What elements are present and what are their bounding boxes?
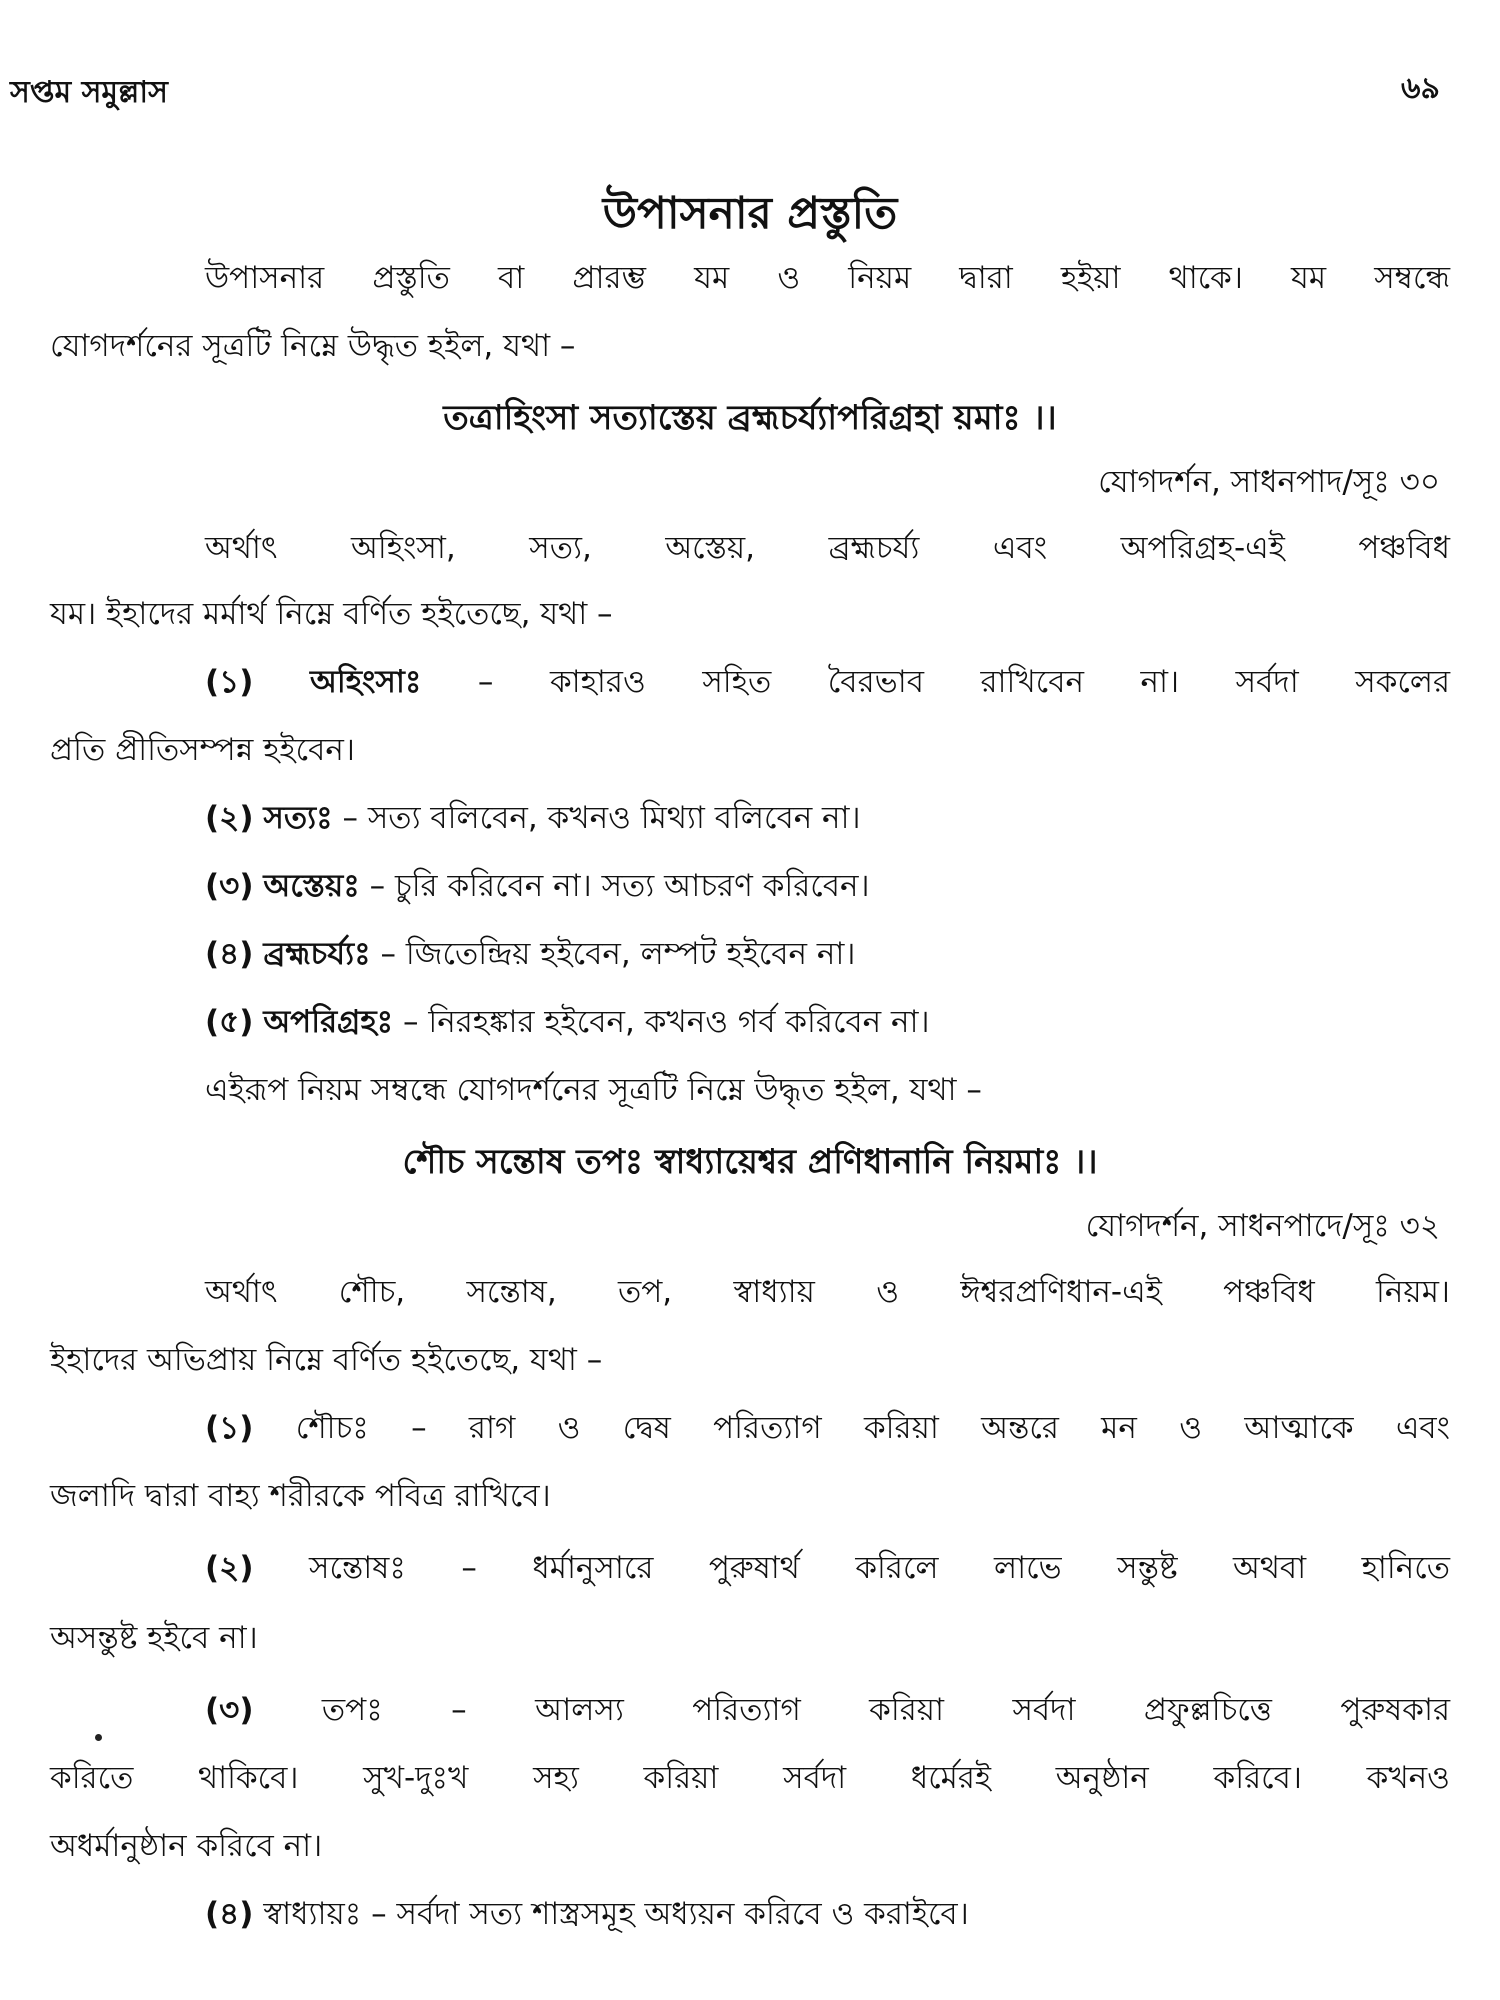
niyama-item-4 bbox=[205, 1890, 1450, 1942]
ink-speck bbox=[95, 1734, 102, 1741]
item-text: – সর্বদা সত্য শাস্ত্রসমূহ অধ্যয়ন করিবে ও করাইবে। bbox=[361, 1896, 969, 1932]
item-term: শৌচঃ bbox=[295, 1410, 369, 1446]
niyama-reference: যোগদর্শন, সাধনপাদে/সূঃ ৩২ bbox=[1085, 1208, 1440, 1244]
niyama-item-3 bbox=[205, 1686, 1450, 1738]
section-title: উপাসনার প্রস্তুতি bbox=[602, 188, 898, 239]
item-text: – রাগ ও দ্বেষ পরিত্যাগ করিয়া অন্তরে মন ও আত্মাকে এবং bbox=[368, 1410, 1450, 1446]
page-number: ৬৯ bbox=[1401, 71, 1440, 106]
item-term: অপরিগ্রহঃ bbox=[263, 1004, 394, 1040]
item-text: – সত্য বলিবেন, কখনও মিথ্যা বলিবেন না। bbox=[332, 800, 861, 836]
item-text: – জিতেন্দ্রিয় হইবেন, লম্পট হইবেন না। bbox=[370, 936, 856, 972]
yama-item-2 bbox=[205, 794, 1450, 846]
item-term: সত্যঃ bbox=[263, 800, 333, 836]
niyama-explain-line-1: অর্থাৎ শৌচ, সন্তোষ, তপ, স্বাধ্যায় ও ঈশ্বরপ্রণিধান-এই পঞ্চবিধ নিয়ম। bbox=[205, 1274, 1450, 1310]
item-number: (২) bbox=[205, 1550, 254, 1586]
item-term: স্বাধ্যায়ঃ bbox=[263, 1896, 362, 1932]
item-number: (৪) bbox=[205, 936, 254, 972]
item-term: তপঃ bbox=[321, 1692, 383, 1728]
item-number: (১) bbox=[205, 664, 254, 700]
item-text: – ধর্মানুসারে পুরুষার্থ করিলে লাভে সন্তুষ্ট অথবা হানিতে bbox=[405, 1550, 1451, 1586]
item-number: (২) bbox=[205, 800, 254, 836]
intro-line-2: যোগদর্শনের সূত্রটি নিম্নে উদ্ধৃত হইল, যথা – bbox=[50, 328, 576, 364]
running-head: সপ্তম সমুল্লাস bbox=[10, 75, 168, 110]
niyama-explain-line-2: ইহাদের অভিপ্রায় নিম্নে বর্ণিত হইতেছে, যথা – bbox=[50, 1342, 603, 1378]
niyama-item-2 bbox=[205, 1544, 1450, 1596]
niyama-item-1 bbox=[205, 1404, 1450, 1456]
item-number: (৩) bbox=[205, 868, 254, 904]
yama-item-5 bbox=[205, 998, 1450, 1050]
yama-reference: যোগদর্শন, সাধনপাদ/সূঃ ৩০ bbox=[1098, 464, 1440, 500]
yama-explain-line-2: যম। ইহাদের মর্মার্থ নিম্নে বর্ণিত হইতেছে, যথা – bbox=[50, 596, 613, 632]
niyama-item-1-cont: জলাদি দ্বারা বাহ্য শরীরকে পবিত্র রাখিবে। bbox=[50, 1478, 551, 1514]
item-text: – কাহারও সহিত বৈরভাব রাখিবেন না। সর্বদা সকলের bbox=[421, 664, 1451, 700]
niyama-item-3-cont-2: অধর্মানুষ্ঠান করিবে না। bbox=[50, 1828, 323, 1864]
item-number: (৪) bbox=[205, 1896, 254, 1932]
intro-line-1: উপাসনার প্রস্তুতি বা প্রারম্ভ যম ও নিয়ম দ্বারা হইয়া থাকে। যম সম্বন্ধে bbox=[205, 260, 1450, 296]
niyama-intro: এইরূপ নিয়ম সম্বন্ধে যোগদর্শনের সূত্রটি নিম্নে উদ্ধৃত হইল, যথা – bbox=[205, 1072, 982, 1108]
yama-sutra: তত্রাহিংসা সত্যাস্তেয় ব্রহ্মচর্য্যাপরিগ্রহা য়মাঃ ।। bbox=[443, 398, 1057, 438]
yama-item-3 bbox=[205, 862, 1450, 914]
item-text: – নিরহঙ্কার হইবেন, কখনও গর্ব করিবেন না। bbox=[393, 1004, 930, 1040]
yama-item-4 bbox=[205, 930, 1450, 982]
yama-item-1 bbox=[205, 658, 1450, 710]
item-number: (৫) bbox=[205, 1004, 254, 1040]
item-term: অহিংসাঃ bbox=[310, 664, 422, 700]
item-term: ব্রহ্মচর্য্যঃ bbox=[263, 936, 371, 972]
item-text: – আলস্য পরিত্যাগ করিয়া সর্বদা প্রফুল্লচিত্তে পুরুষকার bbox=[382, 1692, 1451, 1728]
item-text: – চুরি করিবেন না। সত্য আচরণ করিবেন। bbox=[359, 868, 870, 904]
yama-explain-line-1: অর্থাৎ অহিংসা, সত্য, অস্তেয়, ব্রহ্মচর্য্য এবং অপরিগ্রহ-এই পঞ্চবিধ bbox=[205, 530, 1450, 566]
yama-item-1-cont: প্রতি প্রীতিসম্পন্ন হইবেন। bbox=[50, 732, 355, 768]
item-number: (৩) bbox=[205, 1692, 254, 1728]
item-term: অস্তেয়ঃ bbox=[263, 868, 360, 904]
item-number: (১) bbox=[205, 1410, 254, 1446]
niyama-item-2-cont: অসন্তুষ্ট হইবে না। bbox=[50, 1620, 258, 1656]
niyama-sutra: শৌচ সন্তোষ তপঃ স্বাধ্যায়েশ্বর প্রণিধানানি নিয়মাঃ ।। bbox=[402, 1142, 1098, 1182]
niyama-item-3-cont: করিতে থাকিবে। সুখ-দুঃখ সহ্য করিয়া সর্বদা ধর্মেরই অনুষ্ঠান করিবে। কখনও bbox=[50, 1760, 1450, 1796]
item-term: সন্তোষঃ bbox=[308, 1550, 406, 1586]
